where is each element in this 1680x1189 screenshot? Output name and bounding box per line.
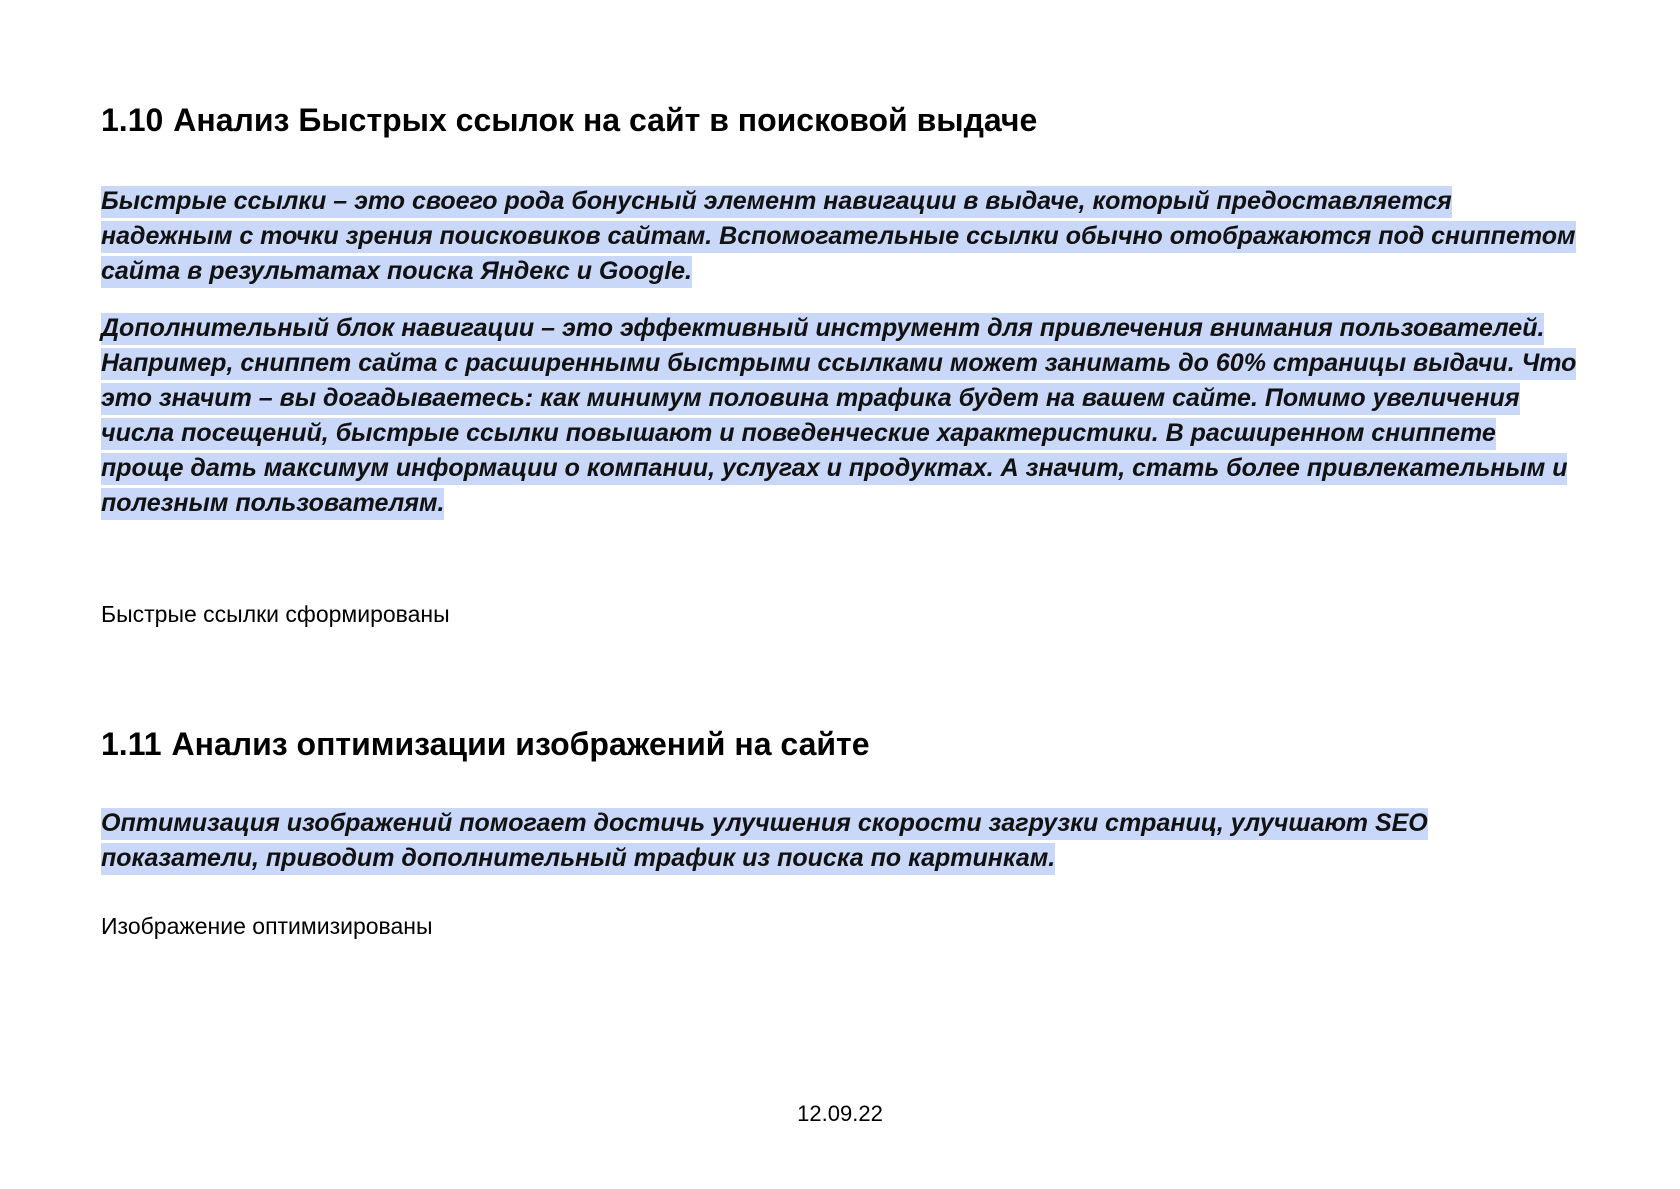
result-text: Изображение оптимизированы bbox=[101, 913, 433, 939]
paragraph-text: Дополнительный блок навигации – это эффективный инструмент для привлечения внимания пользователей. Например, сниппет сайта с расширенными быстрыми ссылками может занимать до 60% страницы выдачи. Что это значит – вы догадываетесь: как минимум половина трафика будет на вашем сайте. Помимо увеличения числа посещений, быстрые ссылки повышают и поведенческие характеристики. В расширенном сниппете проще дать максимум информации о компании, услугах и продуктах. А значит, стать более привлекательным и полезным пользователям. bbox=[101, 313, 1576, 520]
section-title: Анализ оптимизации изображений на сайте bbox=[171, 726, 870, 762]
paragraph-text: Быстрые ссылки – это своего рода бонусный элемент навигации в выдаче, который предоставляется надежным с точки зрения поисковиков сайтам. Вспомогательные ссылки обычно отображаются под сниппетом сайта в результатах поиска Яндекс и Google. bbox=[101, 186, 1576, 288]
highlighted-paragraph bbox=[101, 184, 1581, 289]
highlighted-paragraph bbox=[101, 806, 1581, 876]
section-number: 1.11 bbox=[101, 726, 162, 762]
result-text: Быстрые ссылки сформированы bbox=[101, 601, 450, 627]
paragraph-text: Оптимизация изображений помогает достичь улучшения скорости загрузки страниц, улучшают SEO показатели, приводит дополнительный трафик из поиска по картинкам. bbox=[101, 808, 1428, 875]
section-heading-1-11 bbox=[101, 725, 870, 763]
section-number: 1.10 bbox=[101, 102, 164, 138]
highlighted-paragraph bbox=[101, 311, 1581, 521]
section-heading-1-10 bbox=[101, 101, 1037, 139]
footer-date: 12.09.22 bbox=[797, 1101, 883, 1126]
section-title: Анализ Быстрых ссылок на сайт в поисковой выдаче bbox=[173, 102, 1038, 138]
